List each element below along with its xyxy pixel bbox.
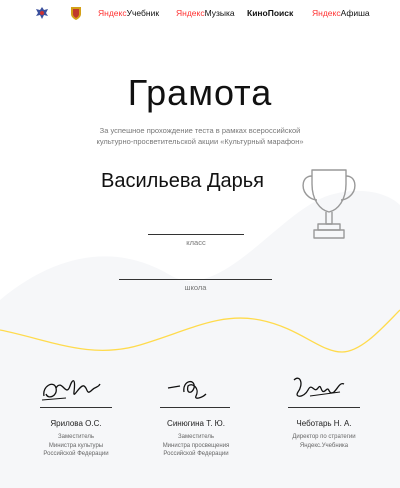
emblem-shield-icon (68, 5, 84, 21)
yandex-uchebnik-logo: ЯндексУчебник (98, 8, 160, 18)
signature-chebotar-icon (290, 370, 348, 404)
school-field-line (119, 279, 272, 280)
yandex-afisha-logo: ЯндексАфиша (312, 8, 370, 18)
school-label: школа (184, 283, 207, 292)
signatory-role-2 (136, 433, 256, 459)
signature-line-3 (288, 407, 360, 408)
signature-yarilova-icon (40, 370, 102, 404)
class-label: класс (186, 238, 206, 247)
signature-line-2 (160, 407, 230, 408)
yandex-music-logo: ЯндексМузыка (176, 8, 235, 18)
signatory-role-1 (16, 433, 136, 459)
role-2-line-3: Российской Федерации (163, 451, 229, 457)
recipient-name: Васильева Дарья (101, 170, 264, 192)
subtitle-line-2: культурно-просветительской акции «Культурный марафон» (96, 137, 304, 146)
role-2-line-2: Министра просвещения (162, 442, 230, 449)
eagle-emblem-icon (34, 5, 50, 21)
role-2-line-1: Заместитель (178, 434, 214, 440)
signatory-name-2: Синюгина Т. Ю. (167, 419, 225, 428)
trophy-icon (298, 166, 360, 248)
certificate-title: Грамота (127, 72, 273, 113)
signatory-name-1: Ярилова О.С. (50, 419, 102, 428)
signatory-name-3: Чеботарь Н. А. (296, 419, 352, 428)
certificate-subtitle (60, 125, 340, 147)
subtitle-line-1: За успешное прохождение теста в рамках всероссийской (99, 126, 301, 135)
role-1-line-1: Заместитель (58, 434, 94, 440)
class-field-line (148, 234, 244, 235)
kinopoisk-logo: КиноПоиск (247, 8, 294, 18)
role-1-line-3: Российской Федерации (43, 451, 109, 457)
role-3-line-1: Директор по стратегии (292, 434, 356, 440)
role-3-line-2: Яндекс.Учебника (299, 442, 349, 449)
signature-line-1 (40, 407, 112, 408)
role-1-line-2: Министра культуры (48, 442, 104, 449)
signatory-role-3 (264, 433, 384, 450)
signature-sinyugina-icon (166, 372, 216, 406)
